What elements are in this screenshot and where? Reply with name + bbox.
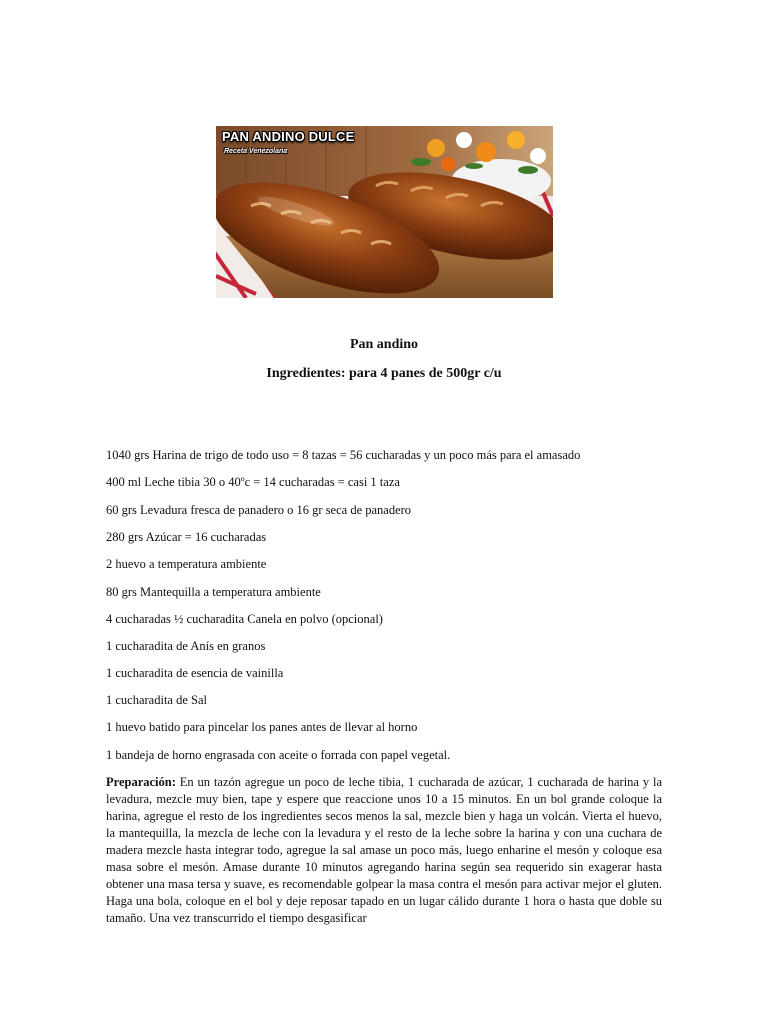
photo-title: PAN ANDINO DULCE	[222, 129, 355, 144]
ingredient-item: 280 grs Azúcar = 16 cucharadas	[106, 530, 267, 544]
ingredient-item: 1 cucharadita de esencia de vainilla	[106, 666, 284, 680]
ingredient-item: 60 grs Levadura fresca de panadero o 16 gr seca de panadero	[106, 503, 412, 517]
ingredient-item: 1 cucharadita de Anís en granos	[106, 639, 266, 653]
ingredient-item: 4 cucharadas ½ cucharadita Canela en polvo (opcional)	[106, 612, 383, 626]
preparation-paragraph	[106, 774, 662, 928]
ingredient-item: 400 ml Leche tibia 30 o 40ºc = 14 cucharadas = casi 1 taza	[106, 475, 400, 489]
preparation-text: En un tazón agregue un poco de leche tibia, 1 cucharada de azúcar, 1 cucharada de harina y la levadura, mezcle muy bien, tape y espere que reaccione unos 10 a 15 minutos. En un bol grande coloque la harina, agregue el resto de los ingredientes secos menos la sal, mezcle bien y haga un volcán. Vierta el huevo, la mantequilla, la mezcla de leche con la levadura y el resto de la leche sobre la harina y con una cuchara de madera mezcle hasta integrar todo, agregue la sal amase un poco más, luego enharine el mesón y coloque esa masa sobre el mesón. Amase durante 10 minutos agregando harina según sea requerido sin exagerar hasta obtener una masa tersa y suave, es recomendable golpear la masa contra el mesón para activar mejor el gluten. Haga una bola, coloque en el bol y deje reposar tapado en un lugar cálido durante 1 hora o hasta que doble su tamaño. Una vez transcurrido el tiempo desgasificar	[106, 775, 662, 925]
ingredient-item: 1040 grs Harina de trigo de todo uso = 8 tazas = 56 cucharadas y un poco más para el amasado	[106, 448, 581, 462]
ingredient-item: 2 huevo a temperatura ambiente	[106, 557, 267, 571]
ingredient-item: 80 grs Mantequilla a temperatura ambiente	[106, 585, 321, 599]
ingredient-item: 1 bandeja de horno engrasada con aceite o forrada con papel vegetal.	[106, 748, 451, 762]
ingredient-item: 1 huevo batido para pincelar los panes antes de llevar al horno	[106, 720, 418, 734]
recipe-title: Pan andino	[349, 337, 419, 352]
preparation-label: Preparación:	[106, 775, 176, 789]
bread-photo	[216, 126, 553, 298]
ingredient-item: 1 cucharadita de Sal	[106, 693, 207, 707]
ingredients-heading: Ingredientes: para 4 panes de 500gr c/u	[266, 366, 502, 381]
photo-subtitle: Receta Venezolana	[224, 148, 288, 155]
